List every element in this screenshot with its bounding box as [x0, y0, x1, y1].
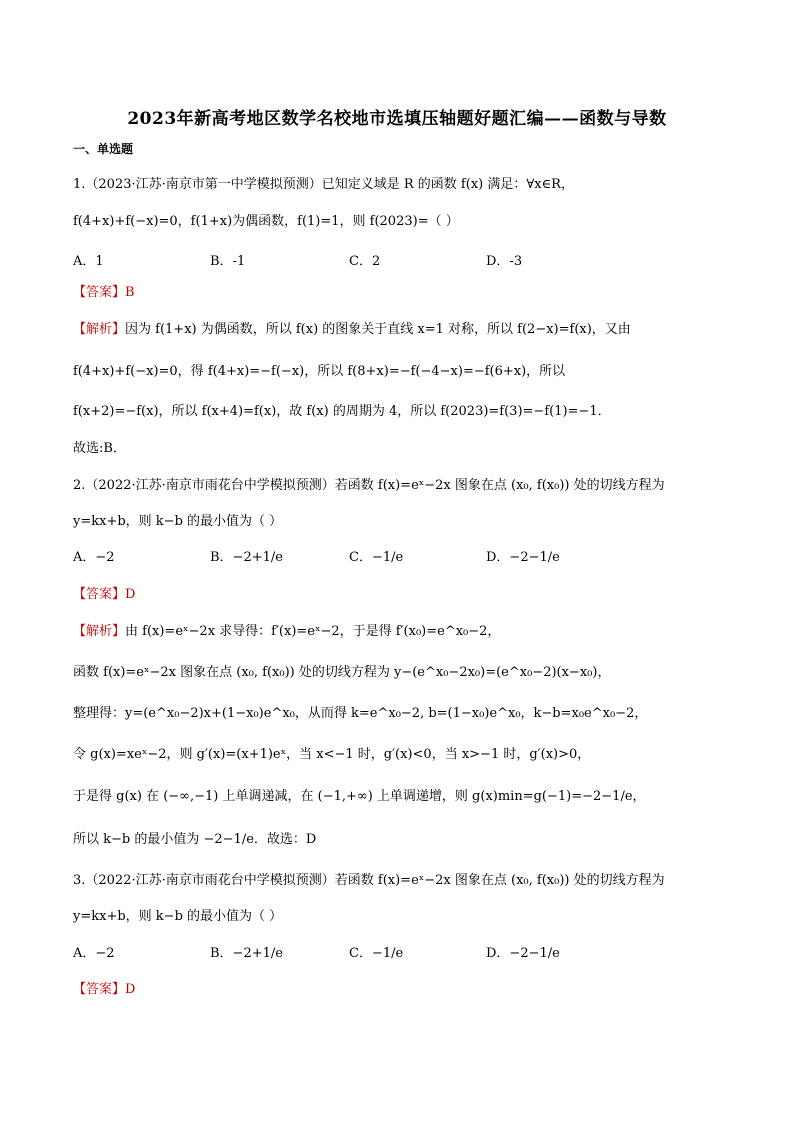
question-1-analysis-2: f(4+x)+f(−x)=0，得 f(4+x)=−f(−x)，所以 f(8+x)=−f(−4−x)=−f(6+x)，所以 [73, 364, 566, 379]
choice-c: C．2 [349, 254, 381, 269]
analysis-text: 因为 f(1+x) 为偶函数，所以 f(x) 的图象关于直线 x=1 对称，所以 f(2−x)=f(x)，又由 [125, 322, 631, 337]
choice-d: D．−2−1/e [486, 946, 560, 961]
question-1-analysis-4: 故选:B． [73, 441, 126, 456]
choice-a: A．−2 [73, 946, 115, 961]
analysis-label: 【解析】 [73, 322, 126, 337]
choice-d: D．−2−1/e [486, 550, 560, 565]
question-1-stem: 1.（2023·江苏·南京市第一中学模拟预测）已知定义域是 R 的函数 f(x) 满足：∀x∈R， [73, 177, 574, 192]
choice-b: B．−2+1/e [210, 550, 283, 565]
answer-value: D [125, 982, 136, 997]
answer-label: 【答案】 [73, 587, 126, 602]
question-1-condition: f(4+x)+f(−x)=0，f(1+x)为偶函数，f(1)=1，则 f(2023)=（ ） [73, 214, 459, 229]
question-2-analysis-6: 所以 k−b 的最小值为 −2−1/e．故选：D [73, 832, 317, 847]
question-2-analysis-3: 整理得：y=(e^x₀−2)x+(1−x₀)e^x₀，从而得 k=e^x₀−2, b=(1−x₀)e^x₀，k−b=x₀e^x₀−2， [73, 706, 648, 721]
answer-value: D [125, 587, 136, 602]
document-title: 2023年新高考地区数学名校地市选填压轴题好题汇编——函数与导数 [127, 109, 667, 129]
question-3-condition: y=kx+b，则 k−b 的最小值为（ ） [73, 909, 283, 924]
choice-c: C．−1/e [349, 550, 404, 565]
analysis-text: 由 f(x)=eˣ−2x 求导得：f′(x)=eˣ−2，于是得 f′(x₀)=e^x₀−2， [125, 624, 501, 639]
answer-value: B [125, 285, 135, 300]
choice-b: B．-1 [210, 254, 246, 269]
question-1-analysis-1 [73, 318, 631, 337]
answer-label: 【答案】 [73, 285, 126, 300]
question-2-stem: 2.（2022·江苏·南京市雨花台中学模拟预测）若函数 f(x)=eˣ−2x 图象在点 (x₀, f(x₀)) 处的切线方程为 [73, 478, 665, 493]
choice-c: C．−1/e [349, 946, 404, 961]
question-3-answer [73, 978, 135, 997]
question-2-analysis-4: 令 g(x)=xeˣ−2，则 g′(x)=(x+1)eˣ，当 x<−1 时，g′(x)<0，当 x>−1 时，g′(x)>0， [73, 747, 591, 762]
question-1-analysis-3: f(x+2)=−f(x)，所以 f(x+4)=f(x)，故 f(x) 的周期为 4，所以 f(2023)=f(3)=−f(1)=−1． [73, 404, 611, 419]
choice-d: D．-3 [486, 254, 523, 269]
choice-b: B．−2+1/e [210, 946, 283, 961]
choice-a: A．−2 [73, 550, 115, 565]
choice-a: A．1 [73, 254, 104, 269]
section-heading: 一、单选题 [73, 142, 134, 156]
question-1-answer [73, 281, 135, 300]
question-2-answer [73, 583, 135, 602]
question-2-condition: y=kx+b，则 k−b 的最小值为（ ） [73, 514, 283, 529]
question-3-stem: 3.（2022·江苏·南京市雨花台中学模拟预测）若函数 f(x)=eˣ−2x 图象在点 (x₀, f(x₀)) 处的切线方程为 [73, 873, 665, 888]
question-2-analysis-2: 函数 f(x)=eˣ−2x 图象在点 (x₀, f(x₀)) 处的切线方程为 y−(e^x₀−2x₀)=(e^x₀−2)(x−x₀)， [73, 665, 611, 680]
question-2-analysis-5: 于是得 g(x) 在 (−∞,−1) 上单调递减，在 (−1,+∞) 上单调递增，则 g(x)min=g(−1)=−2−1/e， [73, 789, 646, 804]
analysis-label: 【解析】 [73, 624, 126, 639]
question-2-analysis-1 [73, 620, 500, 639]
answer-label: 【答案】 [73, 982, 126, 997]
